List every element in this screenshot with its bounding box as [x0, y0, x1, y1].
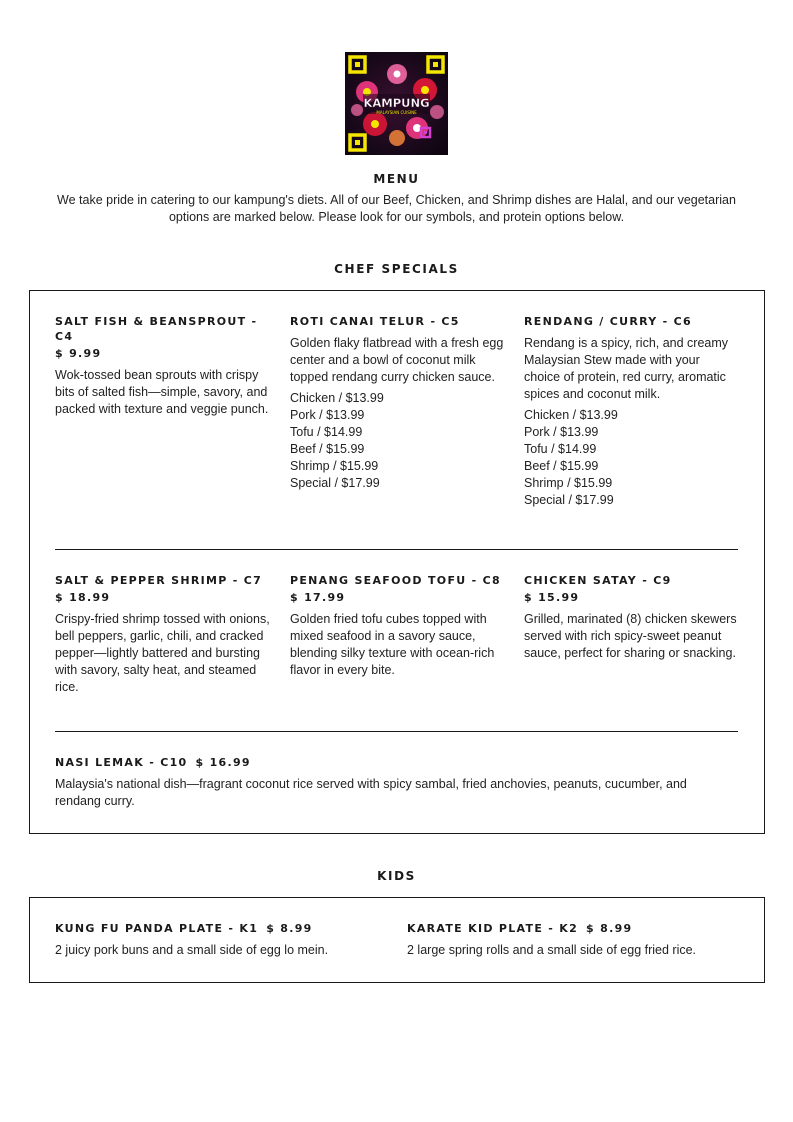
logo-name: KAMPUNG: [363, 96, 430, 110]
menu-title: MENU: [373, 172, 420, 186]
option-pork: Pork / $13.99: [524, 425, 599, 439]
item-description: Rendang is a spicy, rich, and creamy Malaysian Stew made with your choice of protein, red curry, aromatic spices and coconut milk.: [524, 336, 729, 401]
item-name-with-price: [407, 921, 752, 936]
item-name: NASI LEMAK - C10: [55, 756, 188, 769]
item-name-with-price: [55, 755, 715, 770]
item-description: Malaysia's national dish—fragrant coconut rice served with spicy sambal, fried anchovies, peanuts, cucumber, and rendang curry.: [55, 777, 687, 808]
protein-options: [524, 407, 739, 509]
menu-item-c4: [55, 314, 270, 418]
restaurant-logo: [345, 52, 448, 155]
option-beef: Beef / $15.99: [290, 442, 365, 456]
option-special: Special / $17.99: [524, 493, 614, 507]
option-tofu: Tofu / $14.99: [524, 442, 597, 456]
menu-intro: We take pride in catering to our kampung's diets. All of our Beef, Chicken, and Shrimp dishes are Halal, and our vegetarian options are marked below. Please look for our symbols, and protein options below.: [57, 193, 736, 224]
item-description: Golden fried tofu cubes topped with mixed seafood in a savory sauce, blending silky texture with ocean-rich flavor in every bite.: [290, 612, 495, 677]
divider: [55, 731, 738, 732]
menu-item-k1: [55, 921, 390, 959]
option-special: Special / $17.99: [290, 476, 380, 490]
item-name: SALT FISH & BEANSPROUT - C4: [55, 315, 258, 343]
menu-item-c7: [55, 573, 270, 696]
option-chicken: Chicken / $13.99: [290, 391, 384, 405]
item-name: KUNG FU PANDA PLATE - K1: [55, 922, 259, 935]
item-description: 2 juicy pork buns and a small side of egg lo mein.: [55, 943, 329, 957]
item-price: $ 18.99: [55, 591, 111, 604]
item-name: KARATE KID PLATE - K2: [407, 922, 579, 935]
option-chicken: Chicken / $13.99: [524, 408, 618, 422]
item-name: ROTI CANAI TELUR - C5: [290, 315, 460, 328]
item-description: 2 large spring rolls and a small side of egg fried rice.: [407, 943, 697, 957]
menu-item-c6: [524, 314, 739, 509]
chef-specials-title: CHEF SPECIALS: [334, 262, 459, 276]
option-tofu: Tofu / $14.99: [290, 425, 363, 439]
item-description: Golden flaky flatbread with a fresh egg center and a bowl of coconut milk topped rendang curry chicken sauce.: [290, 336, 504, 384]
option-shrimp: Shrimp / $15.99: [524, 476, 613, 490]
item-price: $ 15.99: [524, 591, 580, 604]
item-price: $ 9.99: [55, 347, 102, 360]
item-name: RENDANG / CURRY - C6: [524, 315, 693, 328]
option-pork: Pork / $13.99: [290, 408, 365, 422]
item-description: Grilled, marinated (8) chicken skewers served with rich spicy-sweet peanut sauce, perfect for sharing or snacking.: [524, 612, 737, 660]
menu-item-c9: [524, 573, 739, 662]
item-name: CHICKEN SATAY - C9: [524, 574, 672, 587]
item-description: Wok-tossed bean sprouts with crispy bits of salted fish—simple, savory, and packed with texture and veggie punch.: [55, 368, 269, 416]
option-shrimp: Shrimp / $15.99: [290, 459, 379, 473]
logo-tagline: MALAYSIAN CUISINE: [376, 110, 417, 115]
option-beef: Beef / $15.99: [524, 459, 599, 473]
logo-artwork: [345, 52, 448, 155]
kids-title: KIDS: [377, 869, 416, 883]
item-price: $ 17.99: [290, 591, 346, 604]
item-name: PENANG SEAFOOD TOFU - C8: [290, 574, 501, 587]
menu-item-c8: [290, 573, 505, 679]
menu-item-c5: [290, 314, 505, 492]
item-price: $ 8.99: [586, 922, 633, 935]
item-price: $ 16.99: [195, 756, 251, 769]
item-price: $ 8.99: [266, 922, 313, 935]
divider: [55, 549, 738, 550]
item-name: SALT & PEPPER SHRIMP - C7: [55, 574, 263, 587]
protein-options: [290, 390, 505, 492]
menu-item-c10: [55, 755, 715, 810]
item-description: Crispy-fried shrimp tossed with onions, bell peppers, garlic, chili, and cracked pepper—lightly battered and bursting with savory, salty heat, and steamed rice.: [55, 612, 270, 694]
item-name-with-price: [55, 921, 390, 936]
menu-item-k2: [407, 921, 752, 959]
